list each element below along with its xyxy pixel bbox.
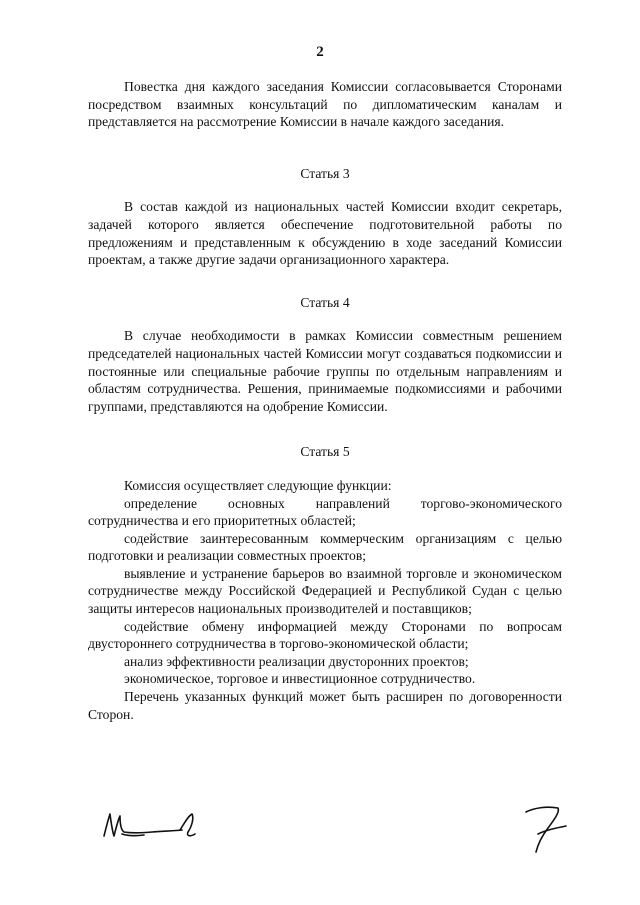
article-5-heading: Статья 5 bbox=[300, 444, 350, 460]
article-5-item: Комиссия осуществляет следующие функции: bbox=[124, 477, 392, 493]
signature-right-icon bbox=[516, 798, 576, 858]
article-5-item: содействие заинтересованным коммерческим организациям с целью подготовки и реализации совместных проектов; bbox=[88, 530, 562, 564]
article-5-item: экономическое, торговое и инвестиционное сотрудничество. bbox=[124, 671, 476, 687]
signature-left-icon bbox=[100, 806, 200, 846]
page-number: 2 bbox=[316, 44, 324, 60]
article-5-item: Перечень указанных функций может быть расширен по договоренности Сторон. bbox=[88, 689, 562, 722]
article-5-item: выявление и устранение барьеров во взаимной торговле и экономическом сотрудничестве между Российской Федерацией и Республикой Судан с целью защиты интересов национальных производителей и поставщиков; bbox=[88, 565, 562, 617]
document-body bbox=[88, 78, 562, 723]
article-5-item: содействие обмену информацией между Сторонами по вопросам двустороннего сотрудничества в торгово-экономической области; bbox=[88, 618, 562, 652]
article-5-item: определение основных направлений торгово-экономического сотрудничества и его приоритетных областей; bbox=[88, 495, 562, 529]
article-4-heading: Статья 4 bbox=[300, 294, 350, 310]
article-3-heading: Статья 3 bbox=[300, 165, 350, 181]
intro-paragraph: Повестка дня каждого заседания Комиссии согласовывается Сторонами посредством взаимных консультаций по дипломатическим каналам и представляется на рассмотрение Комиссии в начале каждого заседания. bbox=[88, 79, 562, 130]
article-5-item: анализ эффективности реализации двусторонних проектов; bbox=[124, 653, 469, 669]
article-4-text: В случае необходимости в рамках Комиссии совместным решением председателей национальных частей Комиссии могут создаваться подкомиссии и постоянные или специальные рабочие группы по отдельным направлениям и областям сотрудничества. Решения, принимаемые подкомиссиями и рабочими группами, представляются на одобрение Комиссии. bbox=[88, 328, 562, 414]
article-3-text: В состав каждой из национальных частей Комиссии входит секретарь, задачей которого является обеспечение подготовительной работы по предложениям и представленным к обсуждению в ходе заседаний Комиссии проектам, а также другие задачи организационного характера. bbox=[88, 199, 562, 268]
